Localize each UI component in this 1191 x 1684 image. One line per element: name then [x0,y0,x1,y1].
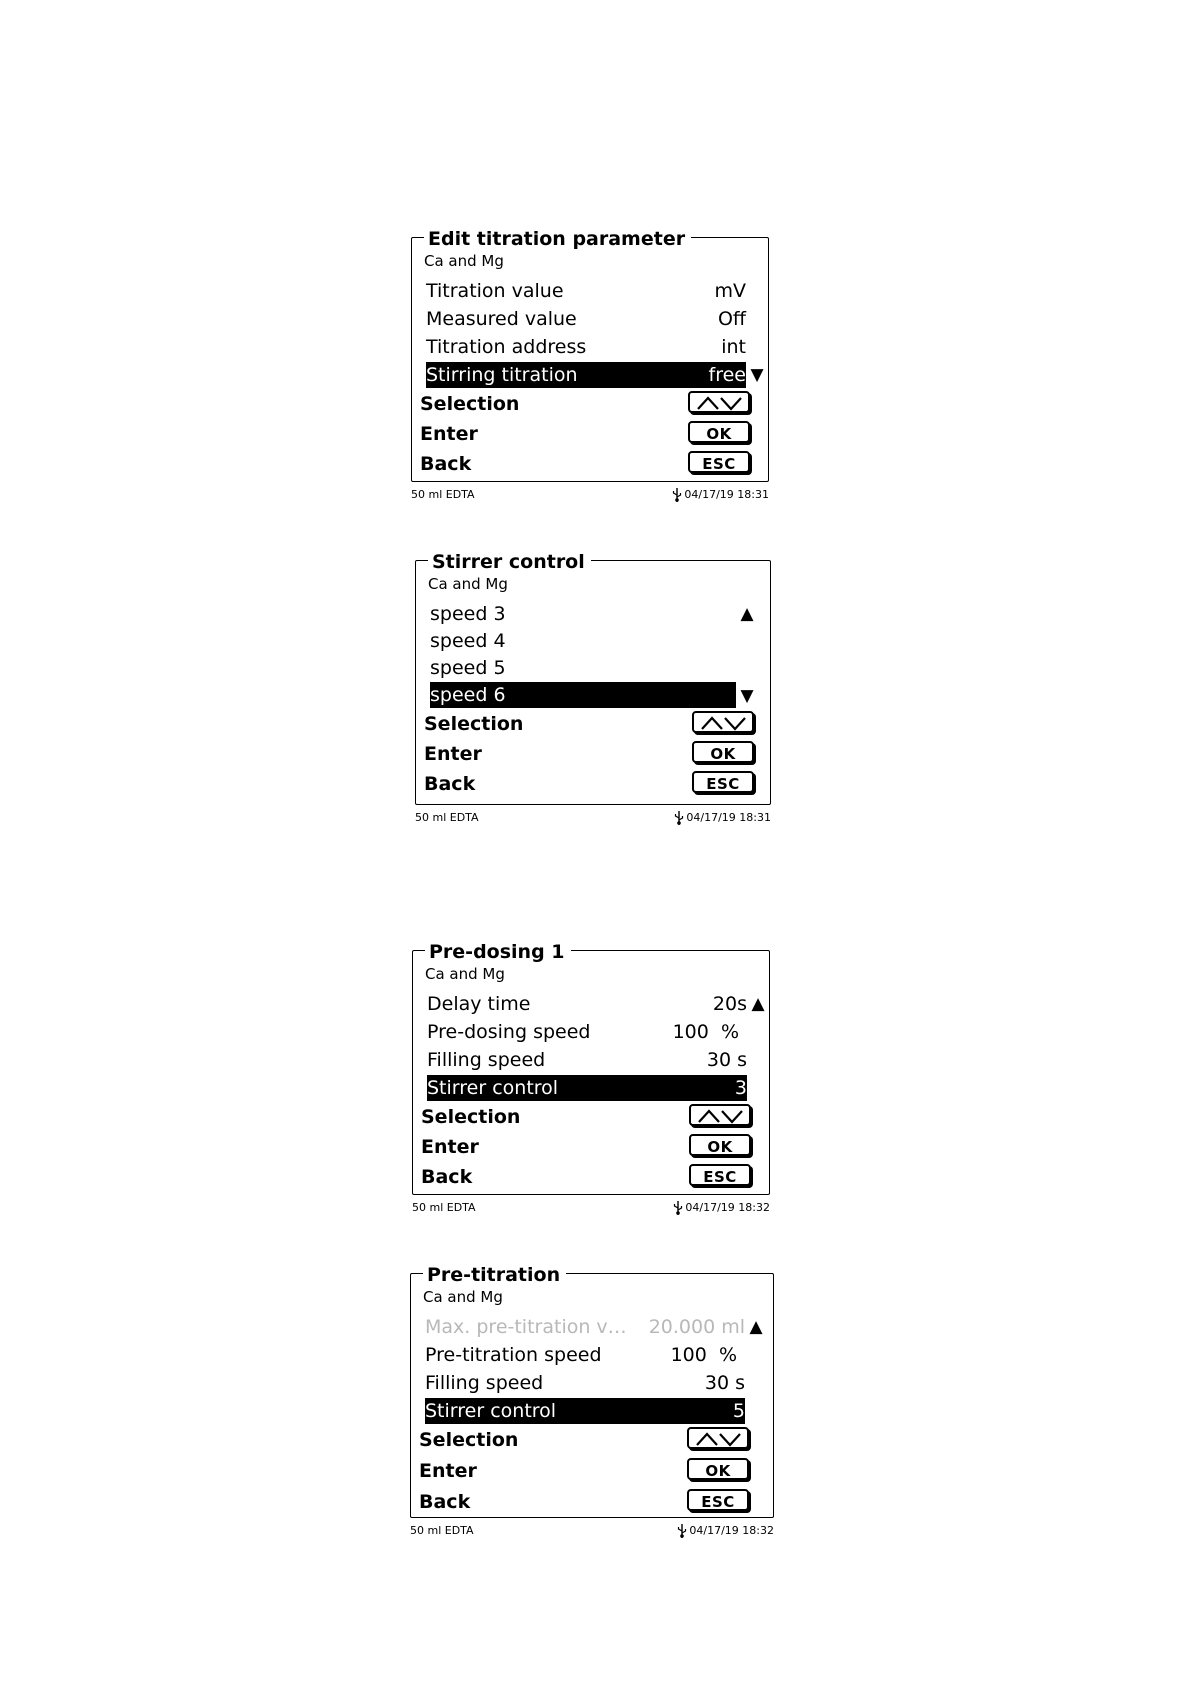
softkey-row-back [424,770,764,798]
reagent-label: 50 ml EDTA [412,1201,476,1214]
list-item-label: Stirrer control [427,1077,559,1099]
back-label: Back [420,453,472,475]
datetime [674,810,771,826]
list-item-label: Filling speed [427,1049,546,1071]
esc-button[interactable]: ESC [692,771,754,793]
dialog-subtitle: Ca and Mg [425,965,505,983]
list-item-speed-3[interactable] [430,601,750,627]
dialog-stirrer-control [415,551,775,830]
list-item-label: speed 6 [430,684,506,706]
dialog-subtitle: Ca and Mg [428,575,508,593]
selection-label: Selection [420,393,520,415]
softkey-row-enter [419,1457,759,1485]
esc-button[interactable]: ESC [689,1164,751,1186]
list-item-label: Pre-titration speed [425,1344,602,1366]
list-item-label: Filling speed [425,1372,544,1394]
list-item-stirrer-control-selected[interactable] [427,1075,747,1101]
list-item-speed-5[interactable] [430,655,750,681]
list-item-label: speed 5 [430,657,506,679]
dialog-pre-dosing [412,941,772,1220]
scroll-down-icon[interactable]: ▼ [740,686,754,706]
list-item-label: Pre-dosing speed [427,1021,591,1043]
list-item-label: Titration address [426,336,587,358]
status-bar [411,487,769,503]
up-down-arrows-icon [695,1108,745,1124]
softkey-row-enter [421,1133,761,1161]
datetime-text: 04/17/19 18:32 [689,1524,774,1537]
datetime [673,1200,770,1216]
scroll-up-icon[interactable]: ▲ [749,1317,763,1337]
back-label: Back [421,1166,473,1188]
list-item-label: speed 3 [430,603,506,625]
ok-button[interactable]: OK [689,1134,751,1156]
up-down-arrows-icon [694,395,744,411]
list-item-value: 100 % [672,1021,739,1043]
reagent-label: 50 ml EDTA [411,488,475,501]
list-item-max-pre-titration-volume [425,1314,745,1340]
up-down-arrows-icon [693,1431,743,1447]
usb-icon [674,811,684,825]
list-item-value: 30 s [704,1372,745,1394]
list-item-speed-4[interactable] [430,628,750,654]
softkey-row-back [420,450,760,478]
list-item-label: Measured value [426,308,577,330]
back-label: Back [424,773,476,795]
ok-button[interactable]: OK [687,1458,749,1480]
list-item-value: 5 [732,1400,745,1422]
softkey-row-back [421,1163,761,1191]
esc-button[interactable]: ESC [688,451,750,473]
selection-label: Selection [424,713,524,735]
list-item-label: speed 4 [430,630,506,652]
list-item-label: Stirrer control [425,1400,557,1422]
dialog-edit-titration-parameter [411,228,771,507]
softkey-row-selection [424,710,764,738]
list-item-titration-value[interactable] [426,278,746,304]
list-item-filling-speed[interactable] [427,1047,747,1073]
usb-icon [673,1201,683,1215]
dialog-title: Edit titration parameter [424,228,691,250]
datetime-text: 04/17/19 18:31 [686,811,771,824]
list-item-value: 30 s [706,1049,747,1071]
dialog-subtitle: Ca and Mg [424,252,504,270]
list-item-label: Titration value [426,280,564,302]
selection-label: Selection [419,1429,519,1451]
status-bar [415,810,771,826]
list-item-value: free [708,364,746,386]
dialog-frame [410,1264,774,1518]
ok-button[interactable]: OK [688,421,750,443]
status-bar [412,1200,770,1216]
list-item-filling-speed[interactable] [425,1370,745,1396]
selection-key[interactable] [689,1104,751,1126]
softkey-row-enter [420,420,760,448]
datetime-text: 04/17/19 18:31 [684,488,769,501]
dialog-frame [412,941,770,1195]
list-item-stirring-titration-selected[interactable] [426,362,746,388]
list-item-label: Delay time [427,993,531,1015]
list-item-value: 20s [712,993,747,1015]
enter-label: Enter [421,1136,479,1158]
ok-button[interactable]: OK [692,741,754,763]
datetime [672,487,769,503]
list-item-label: Max. pre-titration v… [425,1316,627,1338]
list-item-value: 100 % [670,1344,737,1366]
up-down-arrows-icon [698,715,748,731]
softkey-row-selection [420,390,760,418]
dialog-subtitle: Ca and Mg [423,1288,503,1306]
usb-icon [677,1524,687,1538]
list-item-pre-titration-speed[interactable] [425,1342,745,1368]
list-item-label: Stirring titration [426,364,578,386]
back-label: Back [419,1491,471,1513]
enter-label: Enter [424,743,482,765]
list-item-value: Off [717,308,746,330]
dialog-frame [411,228,769,482]
dialog-pre-titration [410,1264,774,1543]
scroll-down-icon[interactable]: ▼ [750,365,764,385]
list-item-value: mV [714,280,746,302]
datetime [677,1523,774,1539]
softkey-row-selection [419,1426,759,1454]
dialog-frame [415,551,771,805]
list-item-delay-time[interactable] [427,991,747,1017]
list-item-titration-address[interactable] [426,334,746,360]
selection-key[interactable] [687,1427,749,1449]
status-bar [410,1523,774,1539]
softkey-row-enter [424,740,764,768]
enter-label: Enter [419,1460,477,1482]
datetime-text: 04/17/19 18:32 [685,1201,770,1214]
list-item-speed-6-selected[interactable] [430,682,736,708]
scroll-up-icon[interactable]: ▲ [740,604,754,624]
selection-key[interactable] [688,391,750,413]
softkey-row-selection [421,1103,761,1131]
list-item-value: 20.000 ml [648,1316,745,1338]
list-item-measured-value[interactable] [426,306,746,332]
dialog-title: Pre-dosing 1 [425,941,571,963]
list-item-stirrer-control-selected[interactable] [425,1398,745,1424]
esc-button[interactable]: ESC [687,1489,749,1511]
usb-icon [672,488,682,502]
list-item-value: 3 [734,1077,747,1099]
dialog-title: Pre-titration [423,1264,566,1286]
list-item-value: int [721,336,746,358]
enter-label: Enter [420,423,478,445]
selection-key[interactable] [692,711,754,733]
softkey-row-back [419,1488,759,1516]
list-item-pre-dosing-speed[interactable] [427,1019,747,1045]
reagent-label: 50 ml EDTA [415,811,479,824]
scroll-up-icon[interactable]: ▲ [751,994,765,1014]
reagent-label: 50 ml EDTA [410,1524,474,1537]
selection-label: Selection [421,1106,521,1128]
dialog-title: Stirrer control [428,551,591,573]
